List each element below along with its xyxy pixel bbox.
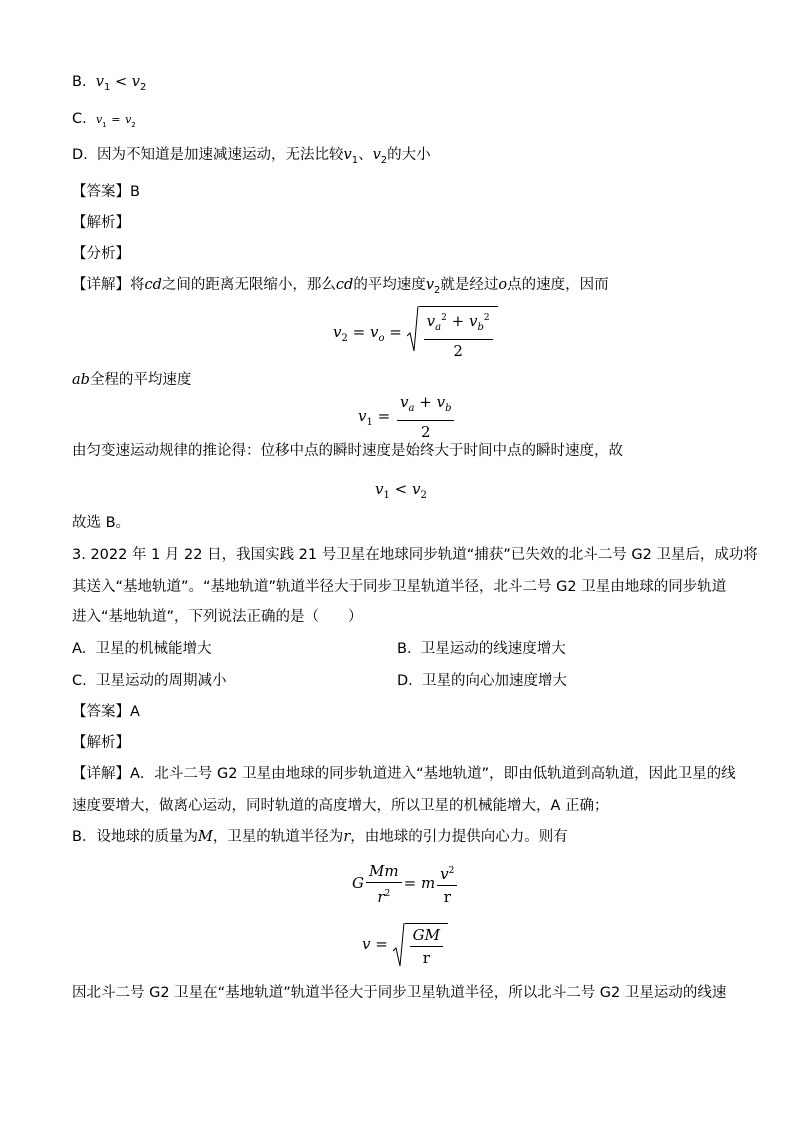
var-o: o	[498, 277, 508, 293]
var-M: M	[197, 829, 213, 845]
fraction	[424, 309, 493, 360]
option-c-prev	[72, 110, 136, 134]
fraction	[437, 862, 457, 906]
text: 将	[130, 277, 145, 293]
var-v: v	[372, 147, 381, 163]
subscript: 2	[341, 333, 348, 344]
q3-detail-line1: 【详解】A．北斗二号 G2 卫星由地球的同步轨道进入“基地轨道”，即由低轨道到高轨道，因此卫星的线	[72, 766, 736, 782]
subscript: 2	[139, 82, 147, 93]
var-v: v	[412, 480, 421, 498]
subscript: b	[445, 403, 452, 414]
formula-orbital-speed	[362, 923, 448, 967]
numerator	[437, 862, 457, 886]
subscript: 1	[102, 121, 107, 129]
operator: +	[419, 393, 432, 411]
formula-v1-average	[358, 393, 456, 441]
q3-detail-b	[72, 828, 568, 846]
subscript: a	[435, 322, 442, 333]
operator: =	[352, 323, 366, 341]
var-v: v	[95, 113, 103, 126]
q3-analysis: 【解析】	[72, 735, 130, 751]
q3-answer: 【答案】A	[72, 704, 140, 720]
text: 就是经过	[440, 277, 499, 293]
option-text: 的大小	[387, 147, 431, 163]
denominator: r	[443, 888, 451, 906]
var-v: v	[440, 865, 449, 883]
operator: =	[377, 407, 391, 425]
fraction	[366, 862, 402, 906]
operator: =	[111, 113, 121, 126]
denominator	[377, 883, 390, 906]
operator: =	[403, 874, 417, 892]
superscript: 2	[448, 866, 455, 876]
subscript: 2	[420, 490, 427, 501]
var-v: v	[426, 312, 436, 330]
var-r: r	[343, 829, 351, 845]
text: 之间的距离无限缩小，那么	[161, 277, 336, 293]
q2-detail	[72, 276, 609, 300]
operator: =	[375, 935, 388, 953]
var-v: v	[425, 277, 435, 293]
subscript: 1	[351, 155, 359, 166]
option-text: 卫星的向心加速度增大	[422, 673, 567, 689]
var-v: v	[436, 393, 446, 411]
q3-last-line: 因北斗二号 G2 卫星在“基地轨道”轨道半径大于同步卫星轨道半径，所以北斗二号 G2 卫星运动的线速	[72, 985, 727, 1001]
option-label: A.	[72, 641, 87, 657]
radicand	[405, 923, 448, 967]
var-G: G	[352, 874, 364, 892]
subscript: b	[477, 322, 484, 333]
var-v: v	[358, 407, 367, 425]
option-label: C.	[72, 673, 87, 689]
option-text: 卫星的机械能增大	[95, 641, 212, 657]
var-v: v	[468, 312, 478, 330]
q2-rule-line: 由匀变速运动规律的推论得：位移中点的瞬时速度是始终大于时间中点的瞬时速度，故	[72, 443, 623, 459]
subscript: a	[408, 403, 415, 414]
text: ，卫星的轨道半径为	[212, 829, 344, 845]
subscript: o	[378, 333, 385, 344]
text: ，由地球的引力提供向心力。则有	[350, 829, 568, 845]
fraction	[410, 926, 443, 967]
subscript: 2	[380, 155, 388, 166]
option-d-prev	[72, 146, 431, 170]
radicand	[419, 306, 498, 360]
operator: +	[451, 312, 465, 330]
superscript: 2	[384, 889, 391, 899]
operator: =	[389, 323, 402, 341]
q3-stem-line3: 进入“基地轨道”，下列说法正确的是（ ）	[72, 609, 363, 625]
q2-answer: 【答案】B	[72, 184, 140, 200]
subscript: 1	[103, 82, 111, 93]
var-v: v	[333, 323, 342, 341]
sqrt	[407, 306, 498, 360]
var-v: v	[131, 74, 140, 90]
denominator: 2	[420, 423, 431, 441]
option-label: B.	[72, 74, 87, 90]
subscript: 1	[383, 490, 390, 501]
formula-v1-lt-v2	[375, 480, 427, 501]
option-text: 因为不知道是加速减速运动，无法比较	[97, 147, 344, 163]
q3-option-b[interactable]	[397, 640, 566, 658]
fraction	[397, 393, 454, 441]
var-v: v	[400, 393, 409, 411]
var-ab: ab	[72, 372, 90, 388]
q3-option-d[interactable]	[397, 672, 567, 690]
operator: <	[114, 74, 128, 90]
option-label: D.	[397, 673, 413, 689]
q3-stem-line1: 3. 2022 年 1 月 22 日，我国实践 21 号卫星在地球同步轨道“捕获”已失效的北斗二号 G2 卫星后，成功将	[72, 547, 758, 563]
q2-fenxi: 【分析】	[72, 246, 130, 262]
var-v: v	[375, 480, 384, 498]
q2-analysis: 【解析】	[72, 215, 130, 231]
numerator	[424, 309, 493, 340]
var-v: v	[370, 323, 379, 341]
numerator: Mm	[366, 862, 402, 883]
option-text: 卫星运动的周期减小	[95, 673, 227, 689]
subscript: 2	[131, 121, 136, 129]
detail-tag: 【详解】	[72, 277, 130, 293]
var-v: v	[362, 935, 371, 953]
var-cd: cd	[144, 277, 162, 293]
numerator	[397, 393, 454, 421]
option-b-prev	[72, 73, 146, 97]
separator: 、	[358, 147, 373, 163]
var-cd: cd	[335, 277, 354, 293]
var-v: v	[343, 147, 352, 163]
q2-conclusion: 故选 B。	[72, 515, 131, 531]
text: 点的速度，因而	[507, 277, 609, 293]
q2-ab-line	[72, 371, 191, 389]
radical-sign-icon	[407, 306, 419, 352]
text: B．设地球的质量为	[72, 829, 198, 845]
var-v: v	[125, 113, 132, 126]
option-label: D.	[72, 147, 88, 163]
formula-gravity-centripetal	[352, 862, 459, 906]
superscript: 2	[441, 313, 447, 323]
q3-detail-line2: 速度要增大，做离心运动，同时轨道的高度增大，所以卫星的机械能增大，A 正确；	[72, 798, 609, 814]
superscript: 2	[483, 313, 490, 323]
subscript: 1	[366, 417, 373, 428]
operator: <	[394, 480, 408, 498]
option-label: B.	[397, 641, 412, 657]
denominator: 2	[453, 342, 463, 360]
denominator: r	[422, 949, 430, 967]
text: 全程的平均速度	[89, 372, 192, 388]
subscript: 2	[434, 285, 441, 296]
q3-option-a[interactable]	[72, 640, 212, 658]
numerator: GM	[410, 926, 443, 947]
radical-sign-icon	[393, 923, 405, 967]
sqrt	[393, 923, 448, 967]
text: 的平均速度	[353, 277, 426, 293]
formula-v2-rms	[333, 306, 498, 360]
var-r: r	[377, 888, 385, 906]
q3-stem-line2: 其送入“基地轨道”。“基地轨道”轨道半径大于同步卫星轨道半径，北斗二号 G2 卫星由地球的同步轨道	[72, 579, 727, 595]
var-v: v	[95, 74, 104, 90]
option-text: 卫星运动的线速度增大	[420, 641, 566, 657]
q3-option-c[interactable]	[72, 672, 226, 690]
option-label: C.	[72, 111, 87, 127]
var-m: m	[420, 874, 436, 892]
